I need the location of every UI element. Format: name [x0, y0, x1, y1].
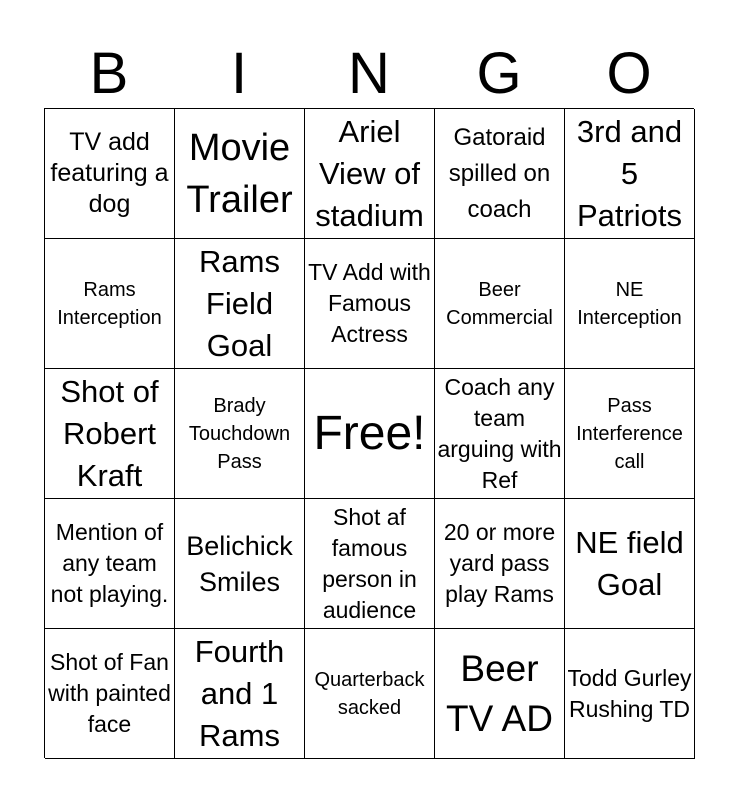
- bingo-cell[interactable]: [45, 499, 175, 629]
- cell-text: Shot af famous person in audience: [322, 503, 417, 623]
- bingo-cell[interactable]: [435, 629, 565, 759]
- free-space-label: Free!: [313, 406, 426, 460]
- cell-text: Shot of Robert Kraft: [60, 373, 159, 493]
- bingo-cell[interactable]: [45, 369, 175, 499]
- bingo-cell[interactable]: [435, 109, 565, 239]
- bingo-cell[interactable]: [175, 239, 305, 369]
- header-letter-g: G: [476, 41, 522, 106]
- bingo-cell[interactable]: [435, 499, 565, 629]
- bingo-cell[interactable]: [45, 109, 175, 239]
- cell-text: Beer TV AD: [446, 647, 553, 739]
- header-letter-o: O: [606, 41, 652, 106]
- bingo-cell[interactable]: [305, 499, 435, 629]
- cell-text: TV Add with Famous Actress: [308, 259, 431, 347]
- bingo-cell[interactable]: [45, 239, 175, 369]
- cell-text: Shot of Fan with painted face: [48, 649, 171, 737]
- bingo-cell[interactable]: [305, 109, 435, 239]
- cell-text: NE Interception: [577, 278, 682, 329]
- cell-text: Rams Field Goal: [199, 243, 280, 363]
- cell-text: Ariel View of stadium: [315, 113, 424, 233]
- cell-text: Rams Interception: [57, 278, 162, 329]
- bingo-card-grid: [44, 108, 694, 758]
- bingo-cell[interactable]: [175, 499, 305, 629]
- cell-text: TV add featuring a dog: [50, 128, 169, 218]
- cell-text: Belichick Smiles: [186, 530, 293, 597]
- cell-text: Brady Touchdown Pass: [188, 394, 291, 473]
- bingo-cell[interactable]: [175, 109, 305, 239]
- bingo-cell[interactable]: [435, 239, 565, 369]
- cell-text: Gatoraid spilled on coach: [448, 123, 551, 223]
- cell-text: Todd Gurley Rushing TD: [567, 664, 692, 722]
- header-letter-b: B: [89, 41, 129, 106]
- cell-text: NE field Goal: [575, 524, 684, 602]
- cell-text: Movie Trailer: [186, 126, 293, 221]
- bingo-cell[interactable]: [565, 239, 695, 369]
- cell-text: Pass Interference call: [576, 394, 683, 473]
- cell-text: Quarterback sacked: [314, 668, 425, 719]
- bingo-cell[interactable]: [175, 369, 305, 499]
- cell-text: Coach any team arguing with Ref: [437, 373, 562, 493]
- bingo-cell[interactable]: [305, 239, 435, 369]
- header-letter-i: I: [230, 41, 248, 106]
- cell-text: 3rd and 5 Patriots: [576, 113, 683, 233]
- header-letter-n: N: [348, 41, 390, 106]
- bingo-cell[interactable]: [565, 109, 695, 239]
- bingo-cell[interactable]: [435, 369, 565, 499]
- free-space-cell[interactable]: [305, 369, 435, 499]
- cell-text: Mention of any team not playing.: [50, 519, 169, 607]
- cell-text: Fourth and 1 Rams: [194, 633, 285, 753]
- bingo-cell[interactable]: [565, 369, 695, 499]
- bingo-cell[interactable]: [45, 629, 175, 759]
- bingo-cell[interactable]: [565, 629, 695, 759]
- bingo-header: [44, 42, 694, 106]
- bingo-cell[interactable]: [305, 629, 435, 759]
- cell-text: Beer Commercial: [446, 278, 553, 329]
- cell-text: 20 or more yard pass play Rams: [443, 519, 556, 607]
- bingo-cell[interactable]: [565, 499, 695, 629]
- bingo-cell[interactable]: [175, 629, 305, 759]
